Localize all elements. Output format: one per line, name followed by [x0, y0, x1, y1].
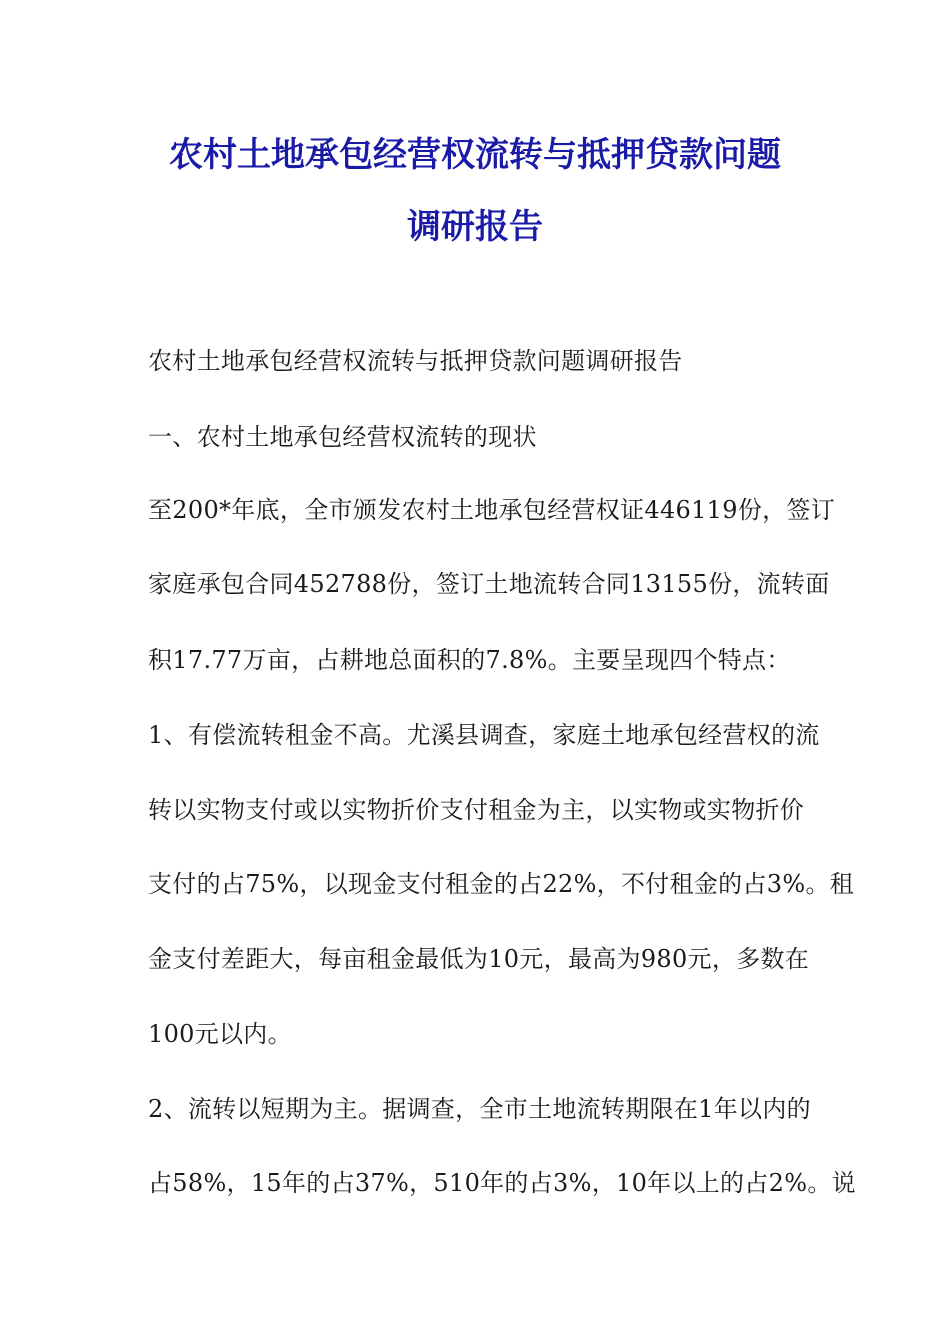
paragraph-line: 金支付差距大，每亩租金最低为10元，最高为980元，多数在: [148, 945, 810, 973]
document-title-line-1: 农村土地承包经营权流转与抵押贷款问题: [169, 135, 781, 175]
paragraph-line: 1、有偿流转租金不高。尤溪县调查，家庭土地承包经营权的流: [148, 721, 820, 749]
paragraph-line: 100元以内。: [148, 1020, 292, 1048]
paragraph-line: 至200*年底，全市颁发农村土地承包经营权证446119份，签订: [148, 496, 836, 524]
paragraph-line: 2、流转以短期为主。据调查，全市土地流转期限在1年以内的: [148, 1095, 811, 1123]
paragraph-line: 支付的占75%，以现金支付租金的占22%，不付租金的占3%。租: [148, 870, 855, 898]
document-title-line-2: 调研报告: [407, 207, 543, 247]
report-subtitle: 农村土地承包经营权流转与抵押贷款问题调研报告: [148, 347, 683, 375]
section-heading-1: 一、农村土地承包经营权流转的现状: [148, 423, 537, 451]
paragraph-line: 家庭承包合同452788份，签订土地流转合同13155份，流转面: [148, 570, 830, 598]
paragraph-line: 转以实物支付或以实物折价支付租金为主，以实物或实物折价: [148, 796, 805, 824]
paragraph-line: 积17.77万亩，占耕地总面积的7.8%。主要呈现四个特点：: [148, 646, 791, 674]
paragraph-line: 占58%，15年的占37%，510年的占3%，10年以上的占2%。说: [148, 1169, 856, 1197]
